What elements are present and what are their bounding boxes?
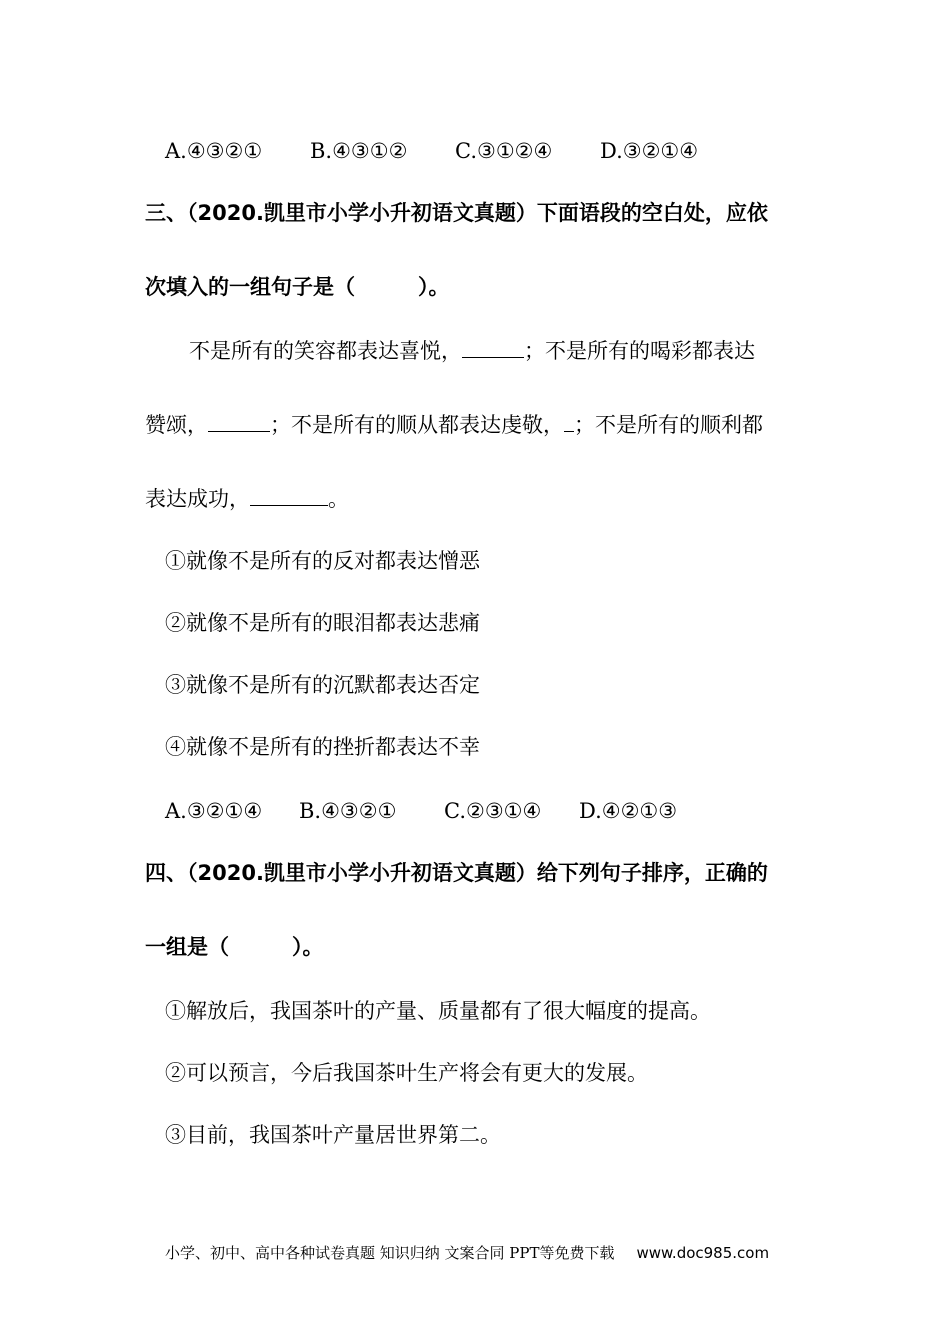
q3-option-a: A.③②①④ [165,799,263,823]
q3-passage-text: ；不是所有的顺从都表达虔敬， [270,413,564,437]
page-footer [165,1242,769,1263]
blank-4 [250,485,328,506]
q3-passage-text: 不是所有的笑容都表达喜悦， [189,339,462,363]
q3-item-2: ②就像不是所有的眼泪都表达悲痛 [165,611,480,635]
q3-passage-text: 。 [328,487,349,511]
q4-title-line1: 四、（2020.凯里市小学小升初语文真题）给下列句子排序，正确的 [145,861,768,885]
q3-passage-line3 [145,484,349,514]
q3-option-d: D.④②①③ [579,799,678,823]
q3-option-c: C.②③①④ [444,799,542,823]
q3-item-3: ③就像不是所有的沉默都表达否定 [165,673,480,697]
q2-option-d: D.③②①④ [600,139,699,163]
q3-title-line2: 次填入的一组句子是（ ）。 [145,275,450,299]
q3-item-1: ①就像不是所有的反对都表达憎恶 [165,549,480,573]
q2-options [165,136,698,166]
footer-text: 小学、初中、高中各种试卷真题 知识归纳 文案合同 PPT等免费下载 [165,1244,615,1262]
q3-options [165,796,677,826]
q3-passage-text: ；不是所有的喝彩都表达 [524,339,755,363]
q2-option-b: B.④③①② [310,139,408,163]
q3-passage-text: 赞颂， [145,413,208,437]
q3-passage-line2 [145,410,763,440]
footer-url[interactable]: www.doc985.com [636,1244,770,1262]
q4-item-1: ①解放后，我国茶叶的产量、质量都有了很大幅度的提高。 [165,999,711,1023]
blank-2 [208,411,270,432]
q2-option-a: A.④③②① [165,139,263,163]
q3-item-4: ④就像不是所有的挫折都表达不幸 [165,735,480,759]
q4-title-line2: 一组是（ ）。 [145,935,324,959]
blank-1 [462,337,524,358]
q3-option-b: B.④③②① [299,799,397,823]
blank-3 [564,411,574,432]
q3-passage-line1 [189,336,755,366]
q3-passage-text: ；不是所有的顺利都 [574,413,763,437]
q3-passage-text: 表达成功， [145,487,250,511]
q3-title-line1: 三、（2020.凯里市小学小升初语文真题）下面语段的空白处，应依 [145,201,768,225]
q4-item-3: ③目前，我国茶叶产量居世界第二。 [165,1123,501,1147]
q4-item-2: ②可以预言，今后我国茶叶生产将会有更大的发展。 [165,1061,648,1085]
q2-option-c: C.③①②④ [455,139,553,163]
